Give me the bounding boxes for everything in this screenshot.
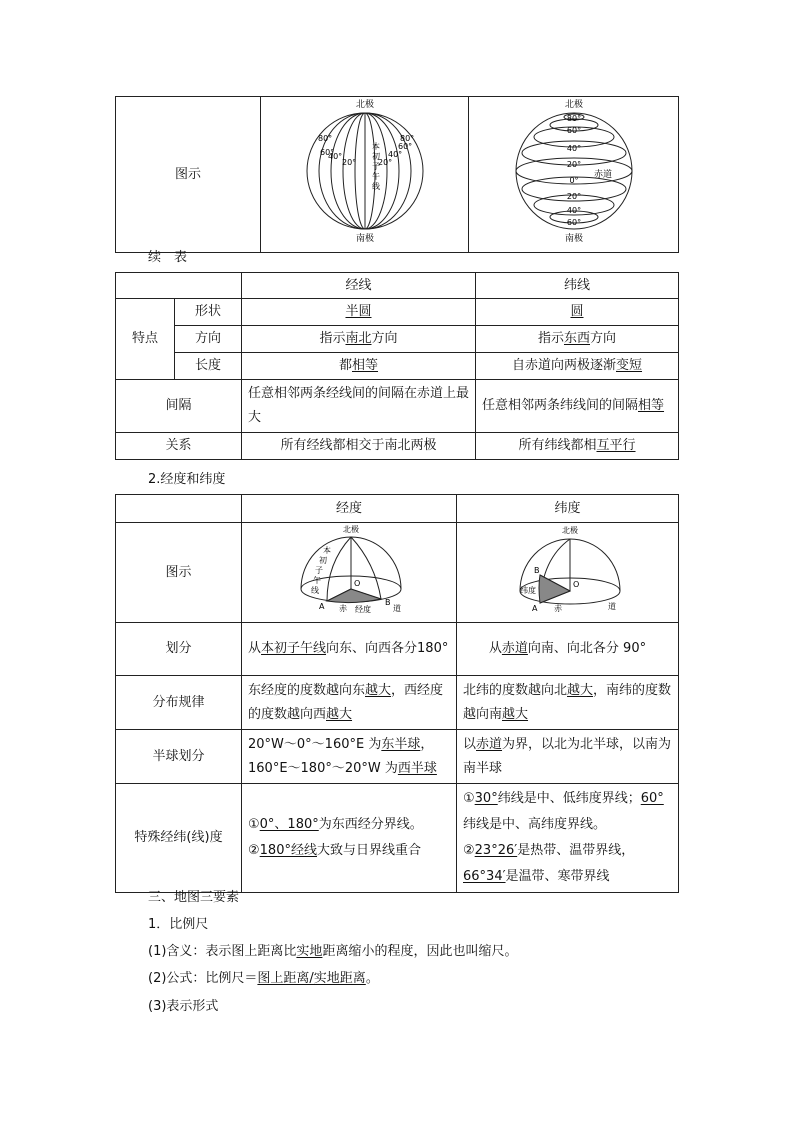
direction-parallel: 指示东西方向 xyxy=(476,326,679,353)
longitude-hemisphere-figure xyxy=(243,523,456,613)
equator-label: 赤道 xyxy=(593,170,612,180)
latitude-hemisphere-figure xyxy=(458,523,678,613)
figure-label: 图示 xyxy=(116,523,242,623)
section-lonlat-heading: 2.经度和纬度 xyxy=(148,472,226,487)
prime-char: 本 xyxy=(322,546,331,555)
north-pole-label: 北极 xyxy=(561,526,578,535)
row-label: 形状 xyxy=(175,299,242,326)
lon-label: 80° xyxy=(399,134,414,143)
prime-char: 线 xyxy=(371,182,380,191)
relation-meridian: 所有经线都相交于南北两极 xyxy=(242,433,476,460)
hemisphere-label: 半球划分 xyxy=(116,730,242,784)
hemisphere-longitude: 20°W～0°～160°E 为东半球，160°E～180°～20°W 为西半球 xyxy=(242,730,457,784)
equator-right-label: 道 xyxy=(607,602,616,611)
row-label: 方向 xyxy=(175,326,242,353)
lon-label: 60° xyxy=(319,148,334,157)
direction-meridian: 指示南北方向 xyxy=(242,326,476,353)
lon-label: 20° xyxy=(341,158,356,167)
scale-forms: (3)表示形式 xyxy=(148,999,219,1014)
south-pole-label: 南极 xyxy=(564,234,583,243)
division-longitude: 从本初子午线向东、向西各分180° xyxy=(242,623,457,676)
row-label: 长度 xyxy=(175,353,242,380)
shape-parallel: 圆 xyxy=(476,299,679,326)
lon-label: 60° xyxy=(397,142,412,151)
prime-char: 初 xyxy=(318,556,327,565)
continued-label: 续 表 xyxy=(148,250,188,265)
division-latitude: 从赤道向南、向北各分 90° xyxy=(457,623,679,676)
special-latitude xyxy=(457,784,679,893)
parallel-globe-figure xyxy=(470,97,678,243)
point-b-label: B xyxy=(384,598,390,607)
north-pole-label: 北极 xyxy=(564,100,583,110)
longitude-degree-label: 经度 xyxy=(354,605,371,613)
north-pole-label: 北极 xyxy=(342,525,359,534)
latitude-figure-cell xyxy=(457,523,679,623)
special-label: 特殊经纬(线)度 xyxy=(116,784,242,893)
prime-char: 线 xyxy=(310,586,319,595)
prime-char: 午 xyxy=(371,172,380,181)
lat-label: 0° xyxy=(568,176,579,185)
point-a-label: A xyxy=(318,602,324,611)
lat-label: 40° xyxy=(566,206,581,215)
header-longitude: 经度 xyxy=(242,495,457,523)
prime-char: 本 xyxy=(371,142,380,151)
header-meridian: 经线 xyxy=(242,273,476,299)
point-b-label: B xyxy=(533,566,539,575)
lon-label: 40° xyxy=(327,152,342,161)
center-o-label: O xyxy=(353,579,360,588)
prime-char: 子 xyxy=(314,566,323,575)
longitude-figure-cell xyxy=(242,523,457,623)
interval-label: 间隔 xyxy=(116,380,242,433)
scale-meaning: (1)含义：表示图上距离比实地距离缩小的程度，因此也叫缩尺。 xyxy=(148,944,518,959)
feature-label: 特点 xyxy=(116,299,175,380)
header-empty xyxy=(116,495,242,523)
lon-label: 40° xyxy=(387,150,402,159)
equator-left-label: 赤 xyxy=(553,604,562,613)
meridian-globe-figure xyxy=(262,97,468,243)
lat-label: 80° xyxy=(566,114,581,123)
distribution-latitude: 北纬的度数越向北越大，南纬的度数越向南越大 xyxy=(457,676,679,730)
relation-parallel: 所有纬线都相互平行 xyxy=(476,433,679,460)
lat-label: 20° xyxy=(566,192,581,201)
scale-heading: 1．比例尺 xyxy=(148,917,209,932)
special-latitude-line-1: ①30°纬线是中、低纬度界线；60°纬线是中、高纬度界线。 xyxy=(463,791,664,832)
lat-label: 60° xyxy=(566,218,581,227)
latitude-degree-label: 纬度 xyxy=(519,586,536,595)
prime-char: 午 xyxy=(312,576,321,585)
table-figures-1 xyxy=(115,96,679,253)
special-longitude-line-1: ①0°、180°为东西经分界线。 xyxy=(248,817,423,832)
section-map-elements-heading: 三、地图三要素 xyxy=(148,890,240,905)
parallel-figure-cell xyxy=(469,97,679,253)
interval-meridian: 任意相邻两条经线间的间隔在赤道上最大 xyxy=(242,380,476,433)
lat-label: 60° xyxy=(566,126,581,135)
special-latitude-line-2: ②23°26′是热带、温带界线，66°34′是温带、寒带界线 xyxy=(463,843,635,884)
lat-label: 20° xyxy=(566,160,581,169)
prime-char: 子 xyxy=(371,162,380,171)
relation-label: 关系 xyxy=(116,433,242,460)
distribution-label: 分布规律 xyxy=(116,676,242,730)
length-meridian: 都相等 xyxy=(242,353,476,380)
north-pole-label: 北极 xyxy=(355,100,374,110)
south-pole-label: 南极 xyxy=(355,234,374,243)
table-longitude-latitude xyxy=(115,494,679,893)
shape-meridian: 半圆 xyxy=(242,299,476,326)
equator-right-label: 道 xyxy=(392,604,401,613)
hemisphere-latitude: 以赤道为界，以北为北半球，以南为南半球 xyxy=(457,730,679,784)
center-o-label: O xyxy=(572,580,579,589)
equator-left-label: 赤 xyxy=(338,604,347,613)
header-parallel: 纬线 xyxy=(476,273,679,299)
interval-parallel: 任意相邻两条纬线间的间隔相等 xyxy=(476,380,679,433)
point-a-label: A xyxy=(531,604,537,613)
lon-label: 80° xyxy=(317,134,332,143)
row-label: 图示 xyxy=(116,97,261,253)
length-parallel: 自赤道向两极逐渐变短 xyxy=(476,353,679,380)
header-empty xyxy=(116,273,242,299)
distribution-longitude: 东经度的度数越向东越大，西经度的度数越向西越大 xyxy=(242,676,457,730)
header-latitude: 纬度 xyxy=(457,495,679,523)
prime-char: 初 xyxy=(371,152,380,161)
lon-label: 20° xyxy=(377,158,392,167)
table-meridian-parallel xyxy=(115,272,679,460)
special-longitude xyxy=(242,784,457,893)
division-label: 划分 xyxy=(116,623,242,676)
special-longitude-line-2: ②180°经线大致与日界线重合 xyxy=(248,843,421,858)
meridian-figure-cell xyxy=(261,97,469,253)
lat-label: 40° xyxy=(566,144,581,153)
scale-formula: (2)公式：比例尺＝图上距离/实地距离。 xyxy=(148,971,379,986)
